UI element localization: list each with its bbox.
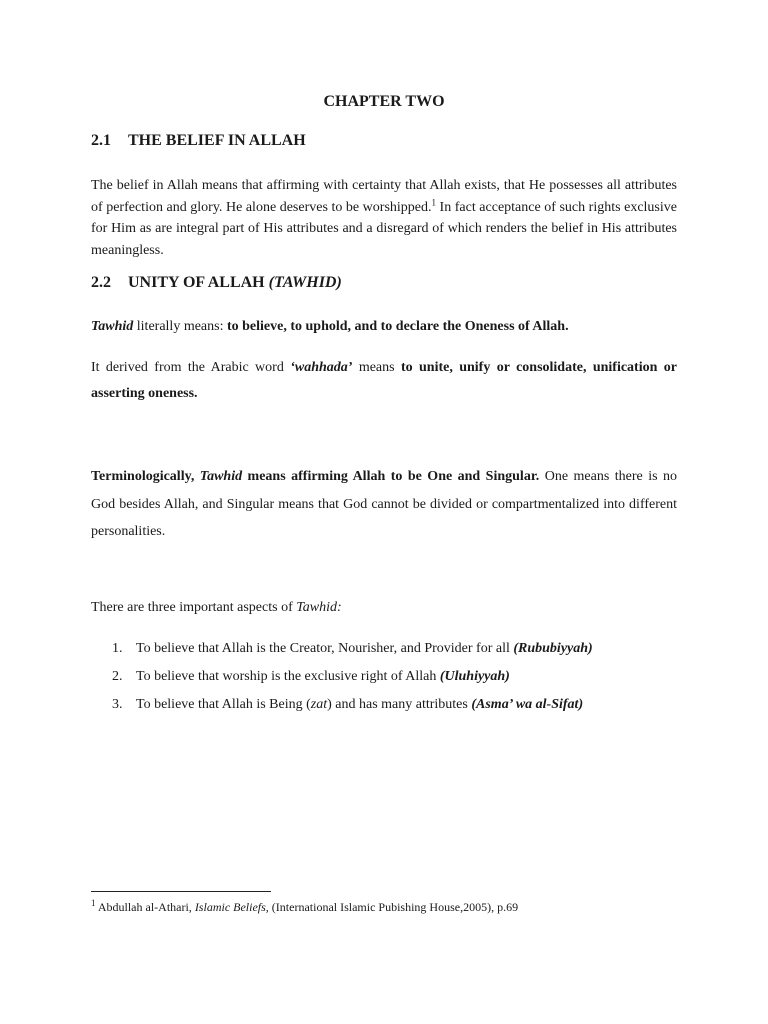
list-item [112,666,593,694]
bold-meaning: means affirming Allah to be One and Singular. [242,469,540,484]
tawhid-terminology [91,463,677,546]
chapter-title: CHAPTER TWO [323,93,445,110]
list-term: (Asma’ wa al-Sifat) [471,697,584,712]
footnote-marker: 1 [91,898,96,908]
footnote-divider [91,891,271,892]
bold-meaning: to unite, unify or consolidate, unification or asserting oneness. [91,360,677,401]
list-number: 2. [112,669,123,684]
footnote-details: (International Islamic Pubishing House,2005), p.69 [268,900,519,914]
list-italic-word: zat [310,697,328,712]
aspects-list [112,638,593,722]
belief-paragraph [91,175,677,261]
list-text: To believe that worship is the exclusive right of Allah [136,669,440,684]
footnote [91,900,518,915]
aspects-intro [91,597,677,618]
section-number: 2.1 [91,132,111,149]
section-heading-2-2 [91,274,342,292]
footnote-author: Abdullah al-Athari, [95,900,195,914]
tawhid-arabic-origin [91,355,677,407]
footnote-book-title: Islamic Beliefs, [194,900,269,914]
list-item [112,638,593,666]
section-title: UNITY OF ALLAH [128,274,269,291]
paragraph-text: literally means: [133,319,227,334]
arabic-word: ‘wahhada’ [290,360,353,375]
paragraph-text: The belief in Allah means that affirming with certainty that Allah exists, that He possesses all attributes of perfection and glory. He alone deserves to be worshipped. [91,178,677,215]
list-number: 3. [112,697,123,712]
bold-meaning: to believe, to uphold, and to declare the Oneness of Allah. [226,319,569,334]
paragraph-text: There are three important aspects of [91,600,297,615]
list-text: To believe that Allah is Being ( [136,697,311,712]
section-number: 2.2 [91,274,111,291]
paragraph-text: It derived from the Arabic word [91,360,291,375]
list-term: (Rububiyyah) [513,641,593,656]
section-title-italic: (TAWHID) [268,274,342,291]
list-text: To believe that Allah is the Creator, Nourisher, and Provider for all [136,641,514,656]
section-title: THE BELIEF IN ALLAH [128,132,306,149]
list-number: 1. [112,641,123,656]
footnote-ref[interactable]: 1 [431,196,436,207]
tawhid-literal-definition [91,316,677,337]
term: Tawhid [199,469,243,484]
term: Tawhid [91,319,134,334]
list-text: ) and has many attributes [327,697,472,712]
paragraph-text: One means there is no God besides Allah, and Singular means that God cannot be divided or compartmentalized into different personalities. [91,469,677,539]
section-heading-2-1 [91,132,306,150]
list-term: (Uluhiyyah) [439,669,510,684]
paragraph-text: means [352,360,401,375]
list-item [112,694,593,722]
term: Tawhid: [296,600,342,615]
bold-lead: Terminologically, [91,469,200,484]
paragraph-text: In fact acceptance of such rights exclusive for Him as are integral part of His attributes and a disregard of which renders the belief in His attributes meaningless. [91,199,677,258]
